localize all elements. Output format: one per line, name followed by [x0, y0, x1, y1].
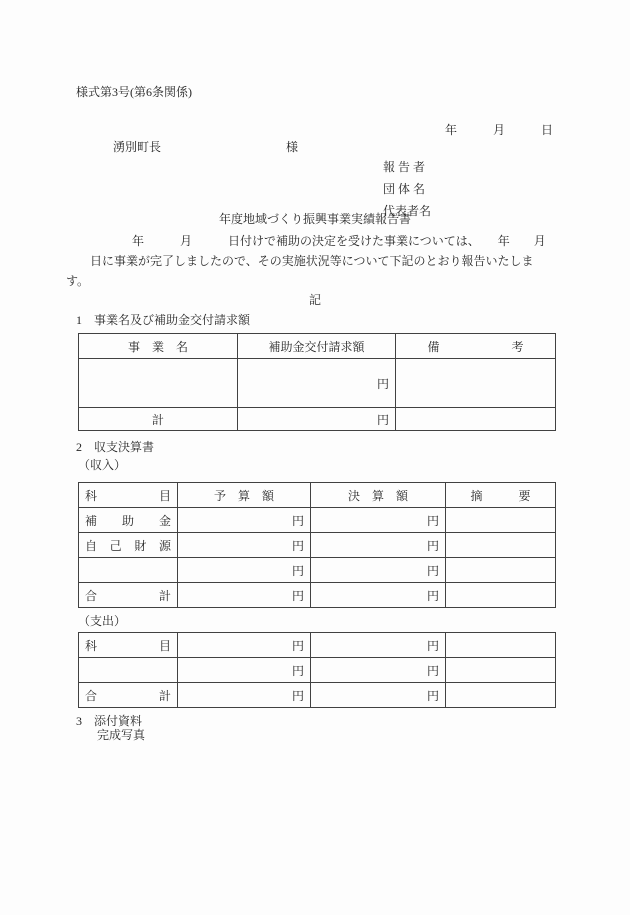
summary-cell: [446, 658, 556, 683]
attachment-item: 完成写真: [97, 728, 146, 742]
budget-amount-cell: 円: [178, 508, 311, 533]
settlement-amount-cell: 円: [311, 683, 446, 708]
body-line-2: 日に事業が完了しましたので、その実施状況等について下記のとおり報告いたしま: [90, 254, 534, 268]
settlement-amount-cell: 円: [311, 533, 446, 558]
project-name-cell: [79, 359, 238, 408]
table-row: [79, 533, 556, 558]
item-header-cell: 科 目: [79, 633, 178, 658]
project-name-header: 事 業 名: [79, 334, 238, 359]
date-line: 年 月 日: [445, 123, 554, 137]
ki-heading: 記: [308, 293, 321, 307]
remarks-header: 備 考: [396, 334, 556, 359]
budget-header: 予 算 額: [178, 483, 311, 508]
summary-cell: [446, 558, 556, 583]
representative-label: 代表者名: [383, 204, 432, 218]
summary-cell: [446, 533, 556, 558]
settlement-amount-cell: 円: [311, 558, 446, 583]
section2-heading: 2 収支決算書: [76, 440, 155, 454]
honorific-label: 様: [286, 140, 299, 154]
settlement-amount-cell: 円: [311, 658, 446, 683]
expense-label: （支出）: [78, 614, 127, 628]
settlement-amount-cell: 円: [311, 633, 446, 658]
table-row: [79, 658, 556, 683]
summary-header: 摘 要: [446, 483, 556, 508]
summary-cell: [446, 683, 556, 708]
budget-amount-cell: 円: [178, 533, 311, 558]
budget-amount-cell: 円: [178, 633, 311, 658]
income-table: [78, 482, 556, 608]
total-label-cell: 合 計: [79, 583, 178, 608]
summary-cell: [446, 633, 556, 658]
table-row: [79, 508, 556, 533]
form-number: 様式第3号(第6条関係): [76, 85, 192, 99]
settlement-header: 決 算 額: [311, 483, 446, 508]
section1-heading: 1 事業名及び補助金交付請求額: [76, 313, 251, 327]
remarks-cell: [396, 359, 556, 408]
organization-label: 団 体 名: [383, 182, 426, 196]
table-row: [79, 359, 556, 408]
settlement-amount-cell: 円: [311, 508, 446, 533]
table-row: [79, 633, 556, 658]
total-label-cell: 計: [79, 408, 238, 431]
settlement-amount-cell: 円: [311, 583, 446, 608]
body-line-3: す。: [66, 274, 90, 288]
reporter-label: 報 告 者: [383, 160, 426, 174]
item-label-cell: [79, 658, 178, 683]
recipient-name: 湧別町長: [113, 140, 162, 154]
body-line-1: 年 月 日付けで補助の決定を受けた事業については、 年 月: [132, 234, 546, 248]
income-label: （収入）: [78, 458, 127, 472]
item-header: 科 目: [79, 483, 178, 508]
budget-amount-cell: 円: [178, 683, 311, 708]
table-row: [79, 583, 556, 608]
summary-cell: [446, 583, 556, 608]
table-row: [79, 408, 556, 431]
expense-table: [78, 632, 556, 708]
item-label-cell: [79, 558, 178, 583]
document-title: 年度地域づくり振興事業実績報告書: [218, 212, 411, 226]
summary-cell: [446, 508, 556, 533]
item-label-cell: 補 助 金: [79, 508, 178, 533]
section3-heading: 3 添付資料: [76, 714, 143, 728]
item-label-cell: 自 己 財 源: [79, 533, 178, 558]
remarks-cell: [396, 408, 556, 431]
budget-amount-cell: 円: [178, 583, 311, 608]
budget-amount-cell: 円: [178, 658, 311, 683]
total-amount-cell: 円: [238, 408, 396, 431]
project-amount-table: [78, 333, 556, 431]
budget-amount-cell: 円: [178, 558, 311, 583]
claim-amount-header: 補助金交付請求額: [238, 334, 396, 359]
table-row: [79, 558, 556, 583]
total-label-cell: 合 計: [79, 683, 178, 708]
table-row: [79, 683, 556, 708]
claim-amount-cell: 円: [238, 359, 396, 408]
